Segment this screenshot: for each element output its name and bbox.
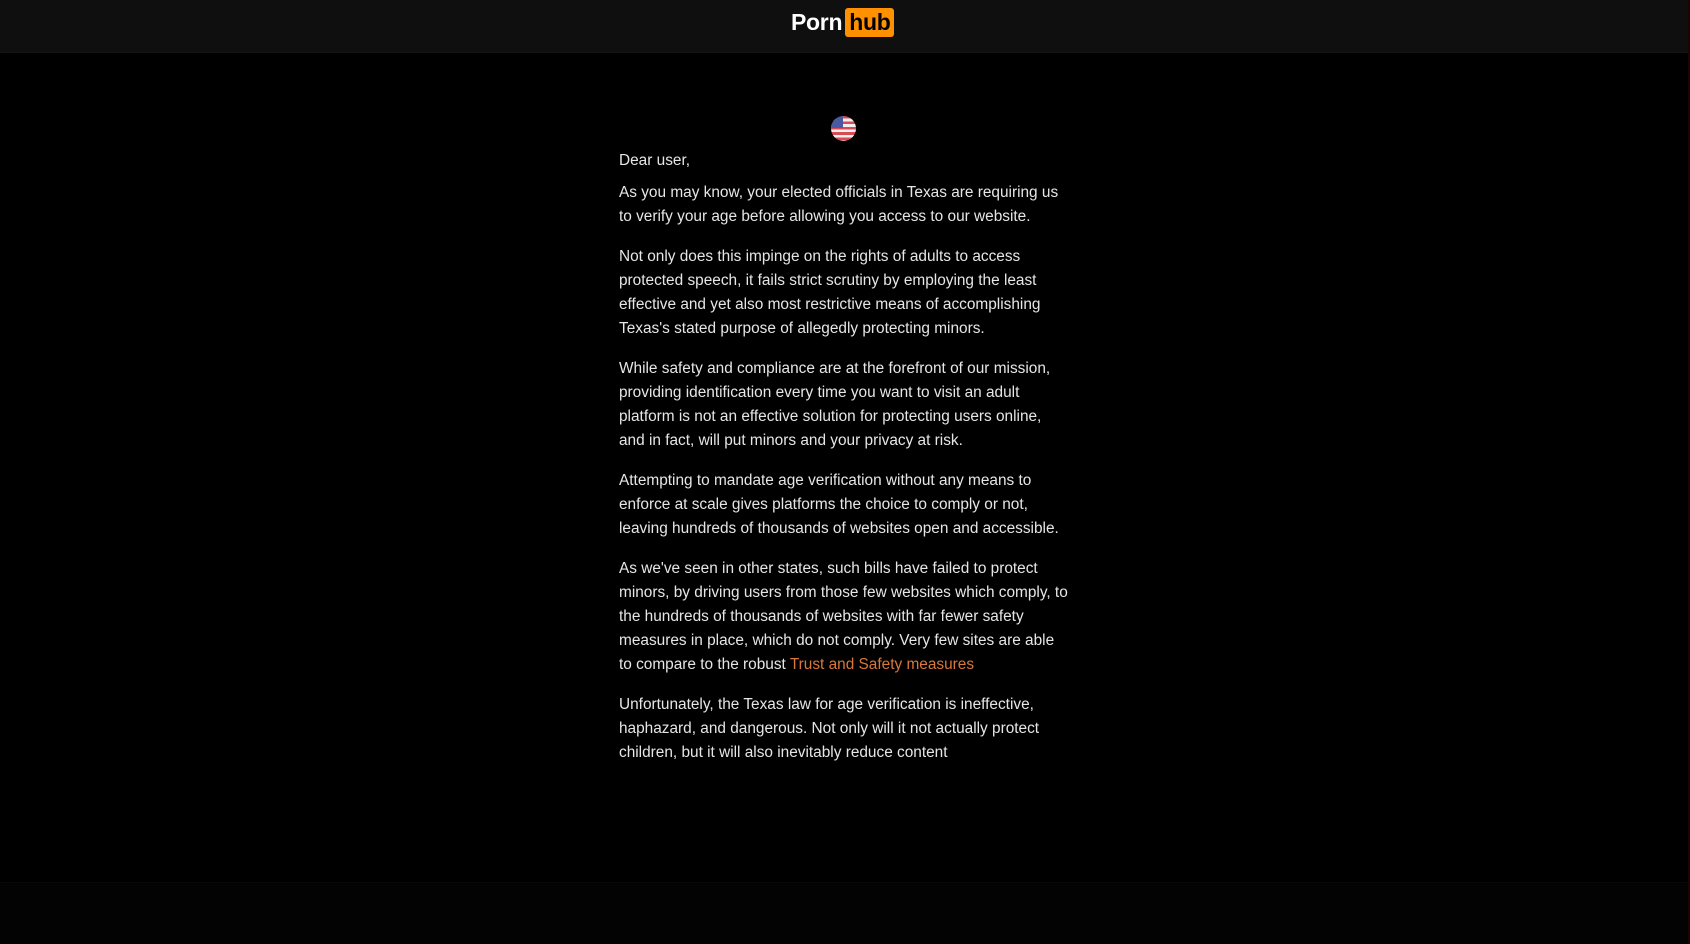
flag-canton: [831, 116, 843, 128]
trust-and-safety-link[interactable]: Trust and Safety measures: [789, 656, 975, 673]
letter-paragraph-1: As you may know, your elected officials in Texas are requiring us to verify your age before allowing you access to our website.: [619, 184, 1059, 225]
site-logo[interactable]: [791, 8, 894, 37]
site-header: [0, 0, 1690, 53]
letter-paragraph-4: Attempting to mandate age verification without any means to enforce at scale gives platforms the choice to comply or not, leaving hundreds of thousands of websites open and accessible.: [619, 472, 1059, 537]
logo-text-porn: Porn: [791, 9, 843, 35]
paragraph-5-text: As we've seen in other states, such bills have failed to protect minors, by driving users from those few websites which comply, to the hundreds of thousands of websites with far fewer safety measures in place, which do not comply. Very few sites are able to compare to the robust: [619, 560, 1068, 673]
letter-paragraph-2: Not only does this impinge on the rights of adults to access protected speech, it fails strict scrutiny by employing the least effective and yet also most restrictive means of accomplishing Texas's stated purpose of allegedly protecting minors.: [619, 248, 1041, 337]
message-container: [0, 52, 1690, 882]
age-verification-letter: [619, 149, 1071, 781]
bottom-overlay: [0, 882, 1690, 944]
letter-greeting: Dear user,: [619, 152, 691, 169]
us-flag-icon: [831, 116, 856, 141]
letter-paragraph-5: [619, 557, 1071, 677]
logo-text-hub: hub: [845, 8, 894, 37]
letter-paragraph-6: Unfortunately, the Texas law for age verification is ineffective, haphazard, and dangerous. Not only will it not actually protect children, but it will also inevitably reduce content: [619, 696, 1040, 761]
letter-paragraph-3: While safety and compliance are at the forefront of our mission, providing identification every time you want to visit an adult platform is not an effective solution for protecting users online, and in fact, will put minors and your privacy at risk.: [619, 360, 1051, 449]
